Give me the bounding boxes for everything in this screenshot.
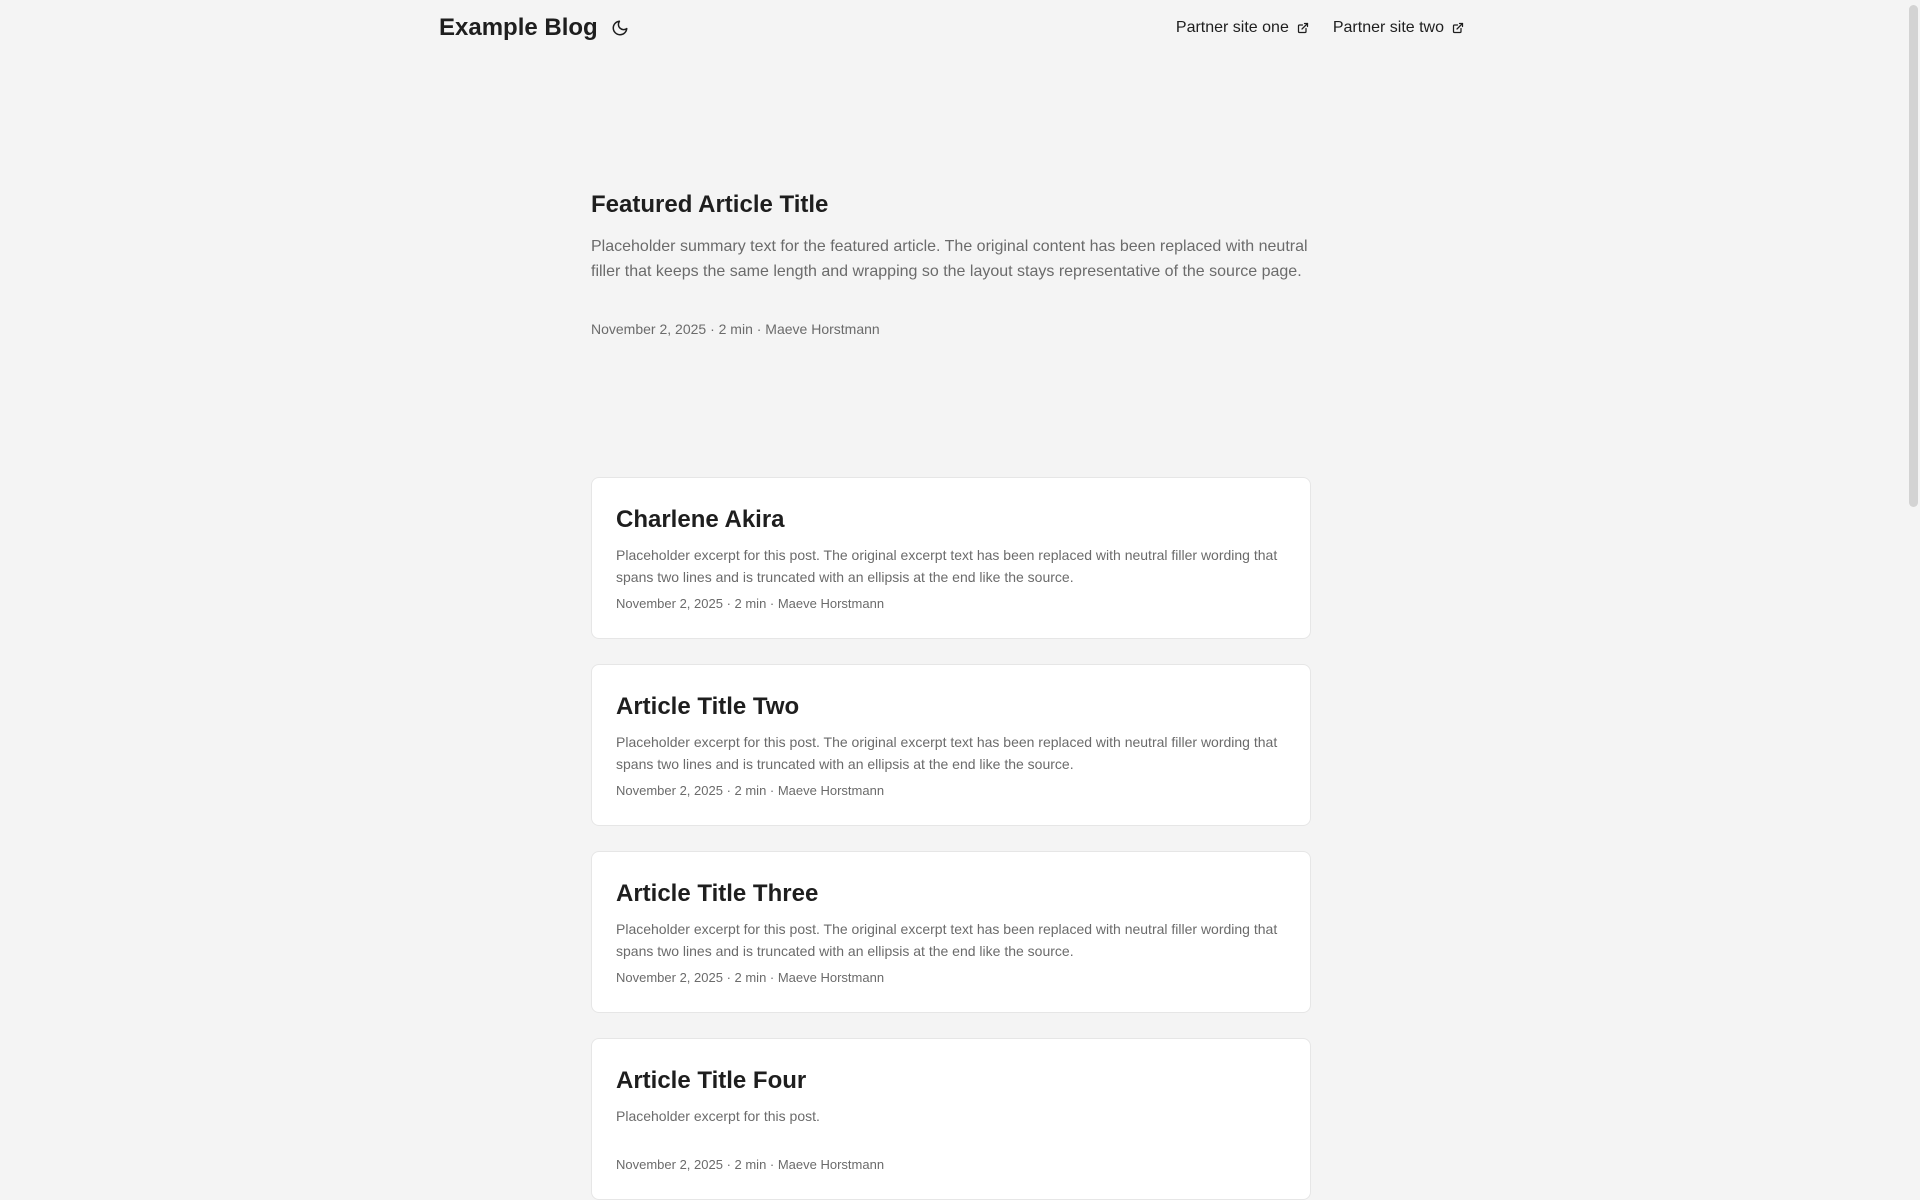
scrollbar-thumb[interactable] [1909, 5, 1918, 507]
post-meta: November 2, 2025 · 2 min · Maeve Horstmann [616, 970, 885, 985]
featured-post-summary: Placeholder summary text for the featured article. The original content has been replaced with neutral filler that keeps the same length and wrapping so the layout stays representative of the source page. [591, 238, 1308, 280]
header-nav [1176, 19, 1464, 37]
nav-link-label: Partner site two [1332, 19, 1444, 36]
post-meta: November 2, 2025 · 2 min · Maeve Horstmann [616, 1157, 885, 1172]
post-title: Charlene Akira [616, 506, 785, 533]
featured-post-title: Featured Article Title [591, 191, 829, 218]
post-title: Article Title Four [616, 1067, 807, 1094]
nav-link-partner-one[interactable] [1176, 19, 1309, 37]
post-title: Article Title Two [616, 693, 800, 720]
external-link-icon [1297, 22, 1309, 34]
post-card[interactable] [591, 477, 1311, 639]
post-title: Article Title Three [616, 880, 819, 907]
post-meta: November 2, 2025 · 2 min · Maeve Horstmann [616, 596, 885, 611]
post-card[interactable] [591, 1038, 1311, 1200]
site-header [0, 0, 1904, 60]
site-title-link[interactable]: Example Blog [439, 14, 598, 41]
featured-post[interactable] [591, 186, 1311, 337]
vertical-scrollbar[interactable] [1904, 0, 1920, 1080]
nav-link-label: Partner site one [1175, 19, 1289, 36]
featured-post-meta: November 2, 2025 · 2 min · Maeve Horstmann [591, 321, 880, 337]
post-summary: Placeholder excerpt for this post. [616, 1108, 820, 1124]
external-link-icon [1452, 22, 1464, 34]
nav-link-partner-two[interactable] [1333, 19, 1464, 37]
post-summary: Placeholder excerpt for this post. The original excerpt text has been replaced with neutral filler wording that spans two lines and is truncated with an ellipsis at the end like the source. [616, 547, 1278, 585]
post-summary: Placeholder excerpt for this post. The original excerpt text has been replaced with neutral filler wording that spans two lines and is truncated with an ellipsis at the end like the source. [616, 734, 1278, 772]
post-card[interactable] [591, 664, 1311, 826]
theme-toggle-button[interactable] [608, 16, 632, 40]
logo-area [439, 14, 632, 42]
post-summary: Placeholder excerpt for this post. The original excerpt text has been replaced with neutral filler wording that spans two lines and is truncated with an ellipsis at the end like the source. [616, 921, 1278, 959]
moon-icon [611, 19, 629, 37]
post-card[interactable] [591, 851, 1311, 1013]
post-meta: November 2, 2025 · 2 min · Maeve Horstmann [616, 783, 885, 798]
